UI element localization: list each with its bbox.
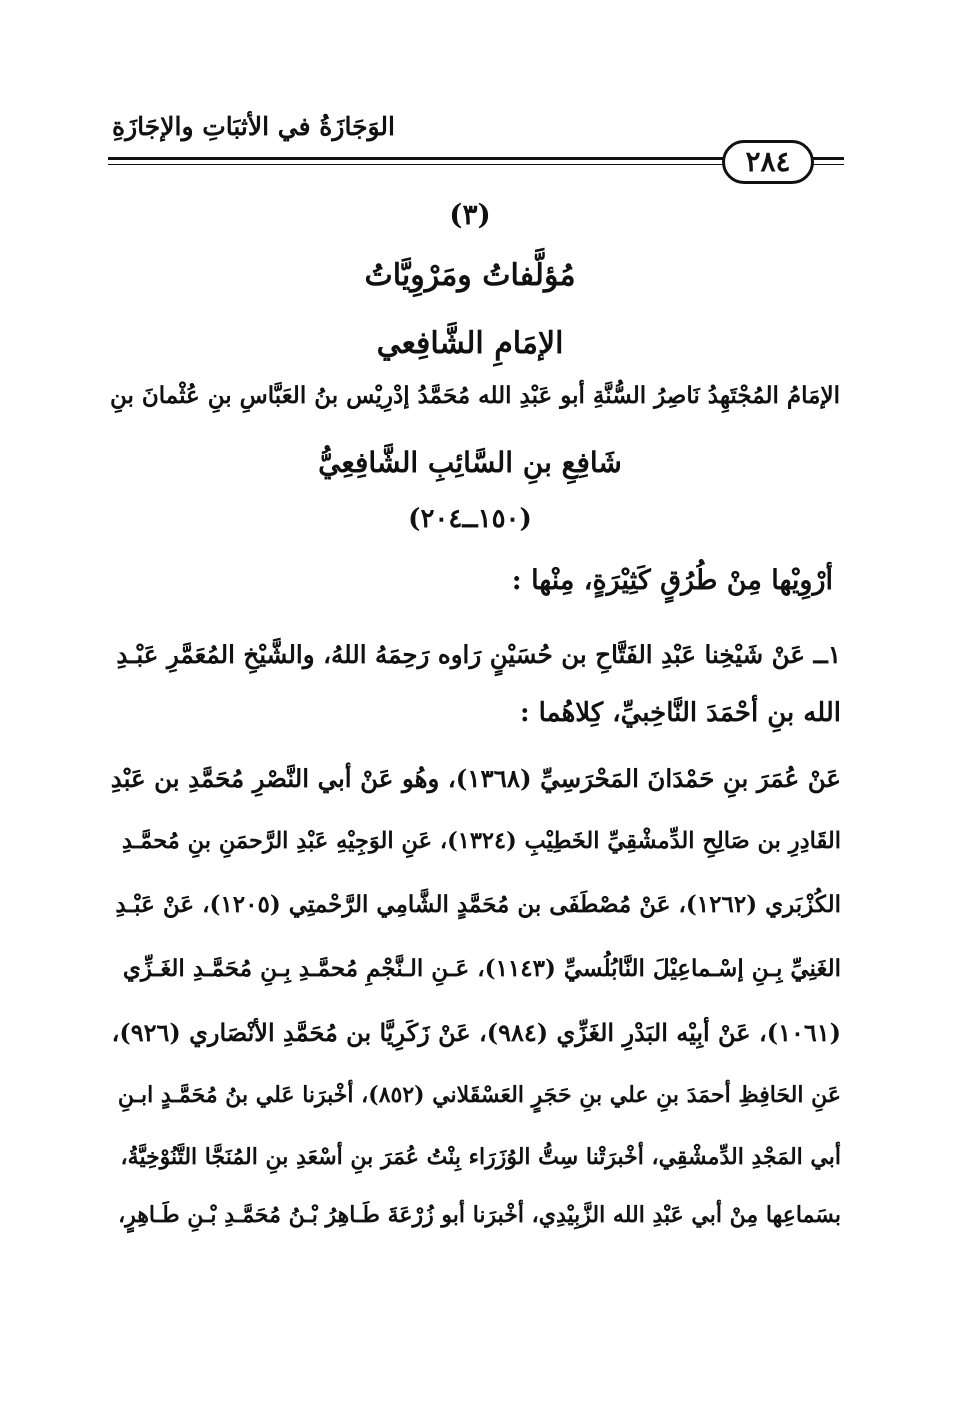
section-number: (٣)	[449, 198, 491, 231]
imam-label: الإمَامِ الشَّافِعي	[376, 326, 564, 361]
imam-full-name-line-2: شَافِعِ بنِ السَّائِبِ الشَّافِعِيُّ	[318, 446, 622, 479]
body-line: القَادِرِ بن صَالِحِ الدِّمشْقِيِّ الخَطِيْبِ (١٣٢٤)، عَنِ الوَجِيْهِ عَبْدِ الرَّحمَنِ بنِ مُحمَّـدِ	[121, 828, 841, 854]
body-line: الكُزْبَري (١٢٦٢)، عَنْ مُصْطَفَى بن مُحَمَّدٍ الشَّامِي الرَّحْمتِي (١٢٠٥)، عَنْ عَبْـدِ	[115, 891, 841, 918]
header-rule-right-thin	[812, 164, 844, 165]
running-header-title: الوَجَازَةُ في الأثبَاتِ والإجَازَةِ	[112, 112, 395, 141]
body-line: بسَماعِها مِنْ أبي عَبْدِ الله الزَّبِيْدِي، أخْبرَنا أبو زُرْعَةَ طَـاهِرُ بْـنُ مُحَمَّـدِ بْـنِ طَـاهِرٍ،	[118, 1202, 841, 1228]
body-line: (١٠٦١)، عَنْ أبِيْه البَدْرِ الغَزِّي (٩٨٤)، عَنْ زَكَرِيَّا بن مُحَمَّدِ الأنْصَاري (٩٢٦)،	[111, 1018, 841, 1047]
header-rule	[108, 157, 728, 160]
chains-intro: أرْوِيْها مِنْ طُرُقٍ كَثِيْرَةٍ، مِنْها :	[511, 565, 833, 596]
body-line: عَنِ الحَافِظِ أحمَدَ بنِ علي بنِ حَجَرٍ العَسْقَلاني (٨٥٢)، أخْبرَنا عَلي بنُ مُحَمَّـدٍ ابـنِ	[117, 1082, 841, 1108]
chain-1-line-2: الله بنِ أحْمَدَ النَّاخِبيِّ، كِلاهُما :	[519, 698, 841, 728]
section-title: مُؤلَّفاتُ ومَرْوِيَّاتُ	[364, 258, 576, 293]
body-line: أبي المَجْدِ الدِّمشْقِي، أخْبرَتْنا سِتُّ الوُزَرَاء بِنْتُ عُمَرَ بنِ أسْعَدِ بنِ المُنَجَّا التَّنُوْخِيَّةُ،	[120, 1144, 841, 1170]
header-rule-right	[812, 157, 844, 160]
header-rule-thin	[108, 164, 728, 165]
imam-full-name-line-1: الإمَامُ المُجْتَهِدُ نَاصِرُ السُّنَّةِ أبو عَبْدِ الله مُحَمَّدُ إدْرِيْس بنُ العَبَّاسِ بنِ عُثْمانَ بنِ	[109, 382, 840, 409]
body-line: عَنْ عُمَرَ بنِ حَمْدَانَ المَحْرَسِيِّ (١٣٦٨)، وهُو عَنْ أبي النَّصْرِ مُحَمَّدِ بن عَبْدِ	[110, 764, 841, 793]
imam-years: (١٥٠ــ٢٠٤)	[408, 504, 532, 534]
chain-1-line-1: ١ــ عَنْ شَيْخِنا عَبْدِ الفَتَّاحِ بن حُسَيْنٍ رَاوه رَحِمَهُ اللهُ، والشَّيْخِ المُعَمَّرِ عَبْـدِ	[116, 640, 841, 669]
page-number: ٢٨٤	[722, 140, 814, 184]
body-line: الغَنِيِّ بِـنِ إسْـماعِيْلَ النَّابُلُسيِّ (١١٤٣)، عَـنِ الـنَّجْمِ مُحمَّـدِ بِـنِ مُحَمَّـدِ الغَـزِّي	[122, 955, 841, 982]
